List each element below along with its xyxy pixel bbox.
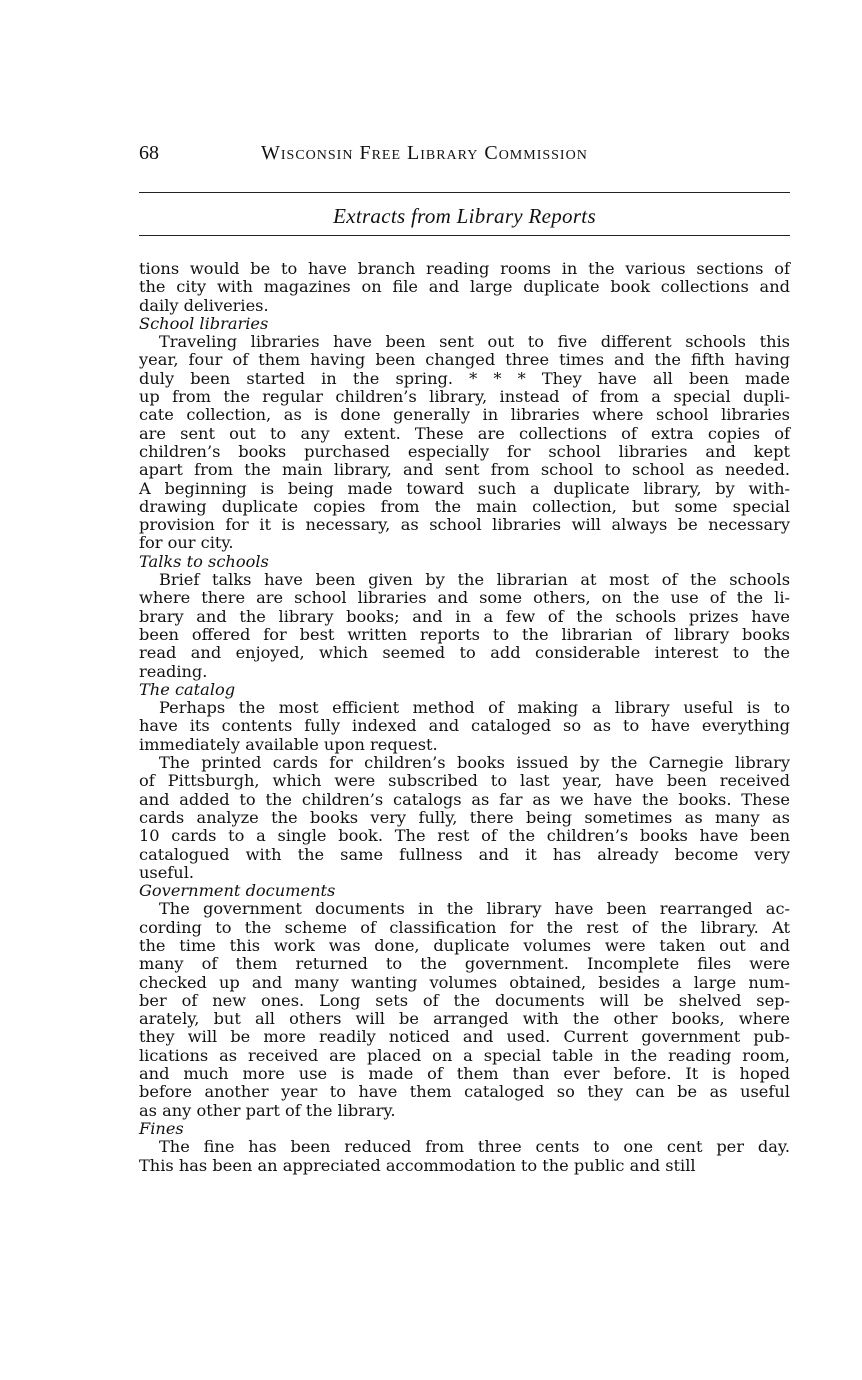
text-line: of Pittsburgh, which were subscribed to last year, have been received (139, 771, 790, 791)
text-line: immediately available upon request. (139, 734, 438, 754)
section-heading: Talks to schools (139, 551, 269, 571)
text-line: where there are school libraries and some others, on the use of the li- (139, 588, 790, 608)
text-line: Traveling libraries have been sent out to five different schools this (159, 332, 790, 352)
text-line: Brief talks have been given by the librarian at most of the schools (159, 570, 790, 590)
text-line: cording to the scheme of classification for the rest of the library. At (139, 917, 790, 937)
text-line: year, four of them having been changed three times and the fifth having (139, 350, 790, 370)
paragraph (139, 699, 790, 754)
text-line: Perhaps the most efficient method of making a library useful is to (159, 698, 790, 718)
text-line: The government documents in the library have been rearranged ac- (159, 899, 790, 919)
text-line: This has been an appreciated accommodation to the public and still (139, 1155, 696, 1175)
paragraph (139, 754, 790, 882)
text-line: brary and the library books; and in a few of the schools prizes have (139, 606, 790, 626)
section-heading: Fines (139, 1118, 184, 1138)
report-section (139, 315, 790, 553)
text-line: as any other part of the library. (139, 1100, 396, 1120)
text-line: the time this work was done, duplicate volumes were taken out and (139, 935, 790, 955)
text-line: A beginning is being made toward such a duplicate library, by with- (139, 478, 790, 498)
text-line: been offered for best written reports to the librarian of library books (139, 624, 790, 644)
report-section (139, 1120, 790, 1175)
text-line: cards analyze the books very fully, there being sometimes as many as (139, 807, 790, 827)
text-line: for our city. (139, 533, 234, 553)
text-line: drawing duplicate copies from the main collection, but some special (139, 496, 790, 516)
paragraph (139, 900, 790, 1120)
text-line: The printed cards for children’s books issued by the Carnegie library (159, 753, 790, 773)
paragraph (139, 333, 790, 553)
text-line: reading. (139, 661, 208, 681)
text-line: cate collection, as is done generally in libraries where school libraries (139, 405, 790, 425)
report-section (139, 882, 790, 1120)
section-heading: The catalog (139, 679, 236, 699)
bottom-rule (139, 235, 790, 236)
text-line: 10 cards to a single book. The rest of the children’s books have been (139, 826, 790, 846)
text-line: duly been started in the spring. * * * They have all been made (139, 368, 790, 388)
text-line: The fine has been reduced from three cents to one cent per day. (159, 1137, 790, 1157)
paragraph (139, 1138, 790, 1175)
page-number: 68 (139, 142, 159, 164)
text-line: useful. (139, 862, 195, 882)
text-line: arately, but all others will be arranged with the other books, where (139, 1009, 790, 1029)
document-body (139, 260, 790, 1175)
report-section (139, 553, 790, 681)
report-section (139, 681, 790, 882)
text-line: ber of new ones. Long sets of the documents will be shelved sep- (139, 990, 790, 1010)
journal-title: Wisconsin Free Library Commission (261, 142, 588, 164)
text-line: and much more use is made of them than ever before. It is hoped (139, 1064, 790, 1084)
text-line: daily deliveries. (139, 295, 269, 315)
text-line: tions would be to have branch reading rooms in the various sections of (139, 259, 790, 278)
text-line: up from the regular children’s library, instead of from a special dupli- (139, 387, 790, 407)
document-page (139, 140, 790, 1175)
paragraph (139, 571, 790, 681)
section-heading: Government documents (139, 881, 336, 901)
text-line: the city with magazines on file and large duplicate book collections and (139, 277, 790, 297)
text-line: children’s books purchased especially for school libraries and kept (139, 441, 790, 461)
text-line: checked up and many wanting volumes obtained, besides a large num- (139, 972, 790, 992)
text-line: are sent out to any extent. These are collections of extra copies of (139, 423, 790, 443)
text-line: many of them returned to the government. Incomplete files were (139, 954, 790, 974)
text-line: provision for it is necessary, as school libraries will always be necessary (139, 515, 790, 535)
section-heading: School libraries (139, 313, 269, 333)
text-line: have its contents fully indexed and cataloged so as to have everything (139, 716, 790, 736)
section-title: Extracts from Library Reports (333, 204, 596, 228)
text-line: before another year to have them cataloged so they can be as useful (139, 1082, 790, 1102)
text-line: lications as received are placed on a special table in the reading room, (139, 1045, 790, 1065)
text-line: and added to the children’s catalogs as far as we have the books. These (139, 789, 790, 809)
text-line: catalogued with the same fullness and it has already become very (139, 844, 790, 864)
intro-paragraph (139, 260, 790, 315)
text-line: apart from the main library, and sent from school to school as needed. (139, 460, 790, 480)
text-line: they will be more readily noticed and used. Current government pub- (139, 1027, 790, 1047)
running-head (139, 140, 790, 170)
text-line: read and enjoyed, which seemed to add considerable interest to the (139, 643, 790, 663)
